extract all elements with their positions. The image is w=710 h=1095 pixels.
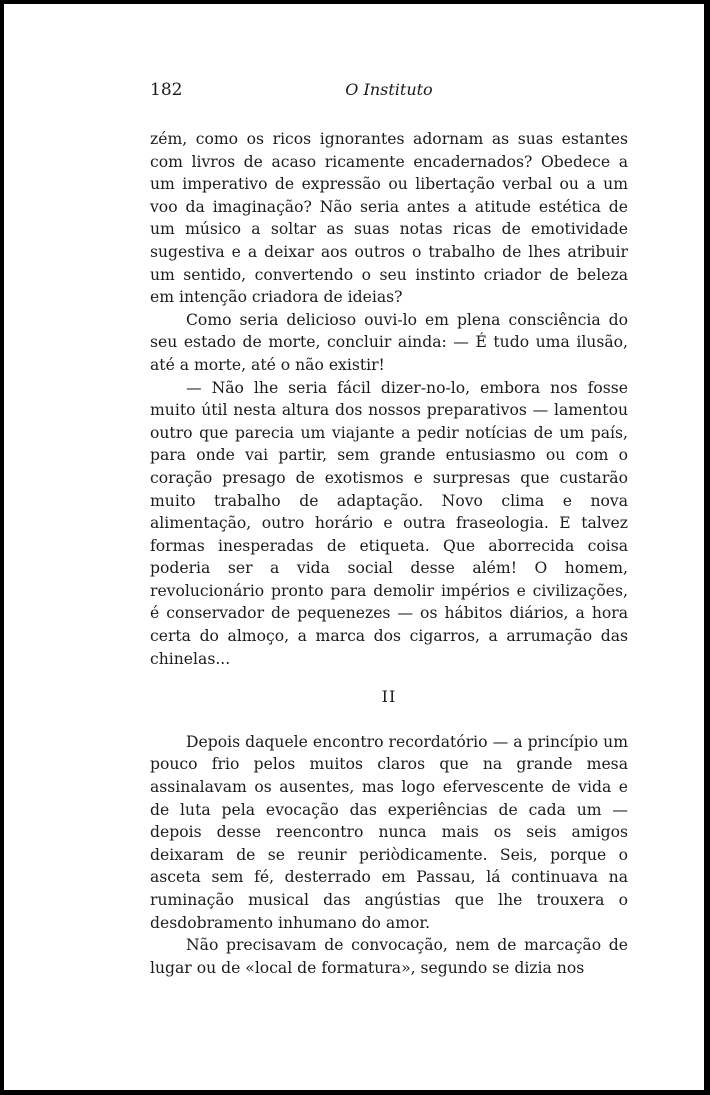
- section-numeral: II: [381, 687, 397, 707]
- body-text: [150, 128, 628, 979]
- running-head: [150, 80, 628, 102]
- paragraph: Como seria delicioso ouvi-lo em plena consciência do seu estado de morte, concluir ainda: — É tudo uma ilusão, até a morte, até o não existir!: [150, 310, 628, 374]
- book-page: [4, 4, 704, 1090]
- page-number: 182: [150, 80, 183, 100]
- paragraph-continuation: zém, como os ricos ignorantes adornam as suas estantes com livros de acaso ricamente encadernados? Obedece a um imperativo de expressão ou libertação verbal ou a um voo da imaginação? Não seria antes a atitude estética de um músico a soltar as suas notas ricas de emotividade sugestiva e a deixar aos outros o trabalho de lhes atribuir um sentido, convertendo o seu instinto criador de beleza em intenção criadora de ideias?: [150, 130, 628, 307]
- paragraph: — Não lhe seria fácil dizer-no-lo, embora nos fosse muito útil nesta altura dos nossos preparativos — lamentou outro que parecia um viajante a pedir notícias de um país, para onde vai partir, sem grande entusiasmo ou com o coração presago de exotismos e surpresas que custarão muito trabalho de adaptação. Novo clima e nova alimentação, outro horário e outra fraseologia. E talvez formas inesperadas de etiqueta. Que aborrecida coisa poderia ser a vida social desse além! O homem, revolucionário pronto para demolir impérios e civilizações, é conservador de pequenezes — os hábitos diários, a hora certa do almoço, a marca dos cigarros, a arrumação das chinelas...: [150, 378, 628, 668]
- running-title: O Instituto: [345, 80, 433, 99]
- paragraph: Não precisavam de convocação, nem de marcação de lugar ou de «local de formatura», segundo se dizia nos: [150, 936, 628, 977]
- paragraph: Depois daquele encontro recordatório — a princípio um pouco frio pelos muitos claros que na grande mesa assinalavam os ausentes, mas logo efervescente de vida e de luta pela evocação das experiências de cada um — depois desse reencontro nunca mais os seis amigos deixaram de se reunir periòdicamente. Seis, porque o asceta sem fé, desterrado em Passau, lá continuava na ruminação musical das angústias que lhe trouxera o desdobramento inhumano do amor.: [150, 732, 628, 932]
